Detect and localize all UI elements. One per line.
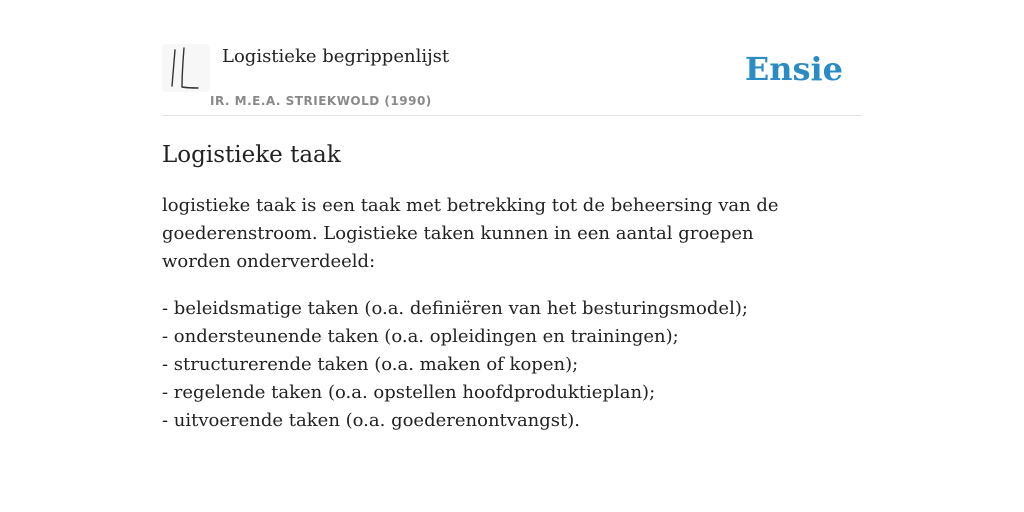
ensie-brand-link[interactable]: Ensie <box>744 50 843 88</box>
header <box>162 38 862 116</box>
book-logo-icon[interactable] <box>162 44 210 92</box>
book-title[interactable]: Logistieke begrippenlijst <box>222 46 450 67</box>
task-list <box>162 295 862 435</box>
list-item: - regelende taken (o.a. opstellen hoofdproduktieplan); <box>162 382 656 403</box>
list-item: - beleidsmatige taken (o.a. definiëren van het besturingsmodel); <box>162 298 748 319</box>
article <box>162 140 862 435</box>
author-label: IR. M.E.A. STRIEKWOLD (1990) <box>210 94 432 108</box>
definition-text: logistieke taak is een taak met betrekking tot de beheersing van de goederenstroom. Logistieke taken kunnen in een aantal groepen worden onderverdeeld: <box>162 195 779 272</box>
article-title: Logistieke taak <box>162 142 341 168</box>
list-item: - ondersteunende taken (o.a. opleidingen en trainingen); <box>162 326 679 347</box>
list-item: - uitvoerende taken (o.a. goederenontvangst). <box>162 410 580 431</box>
list-item: - structurerende taken (o.a. maken of kopen); <box>162 354 579 375</box>
